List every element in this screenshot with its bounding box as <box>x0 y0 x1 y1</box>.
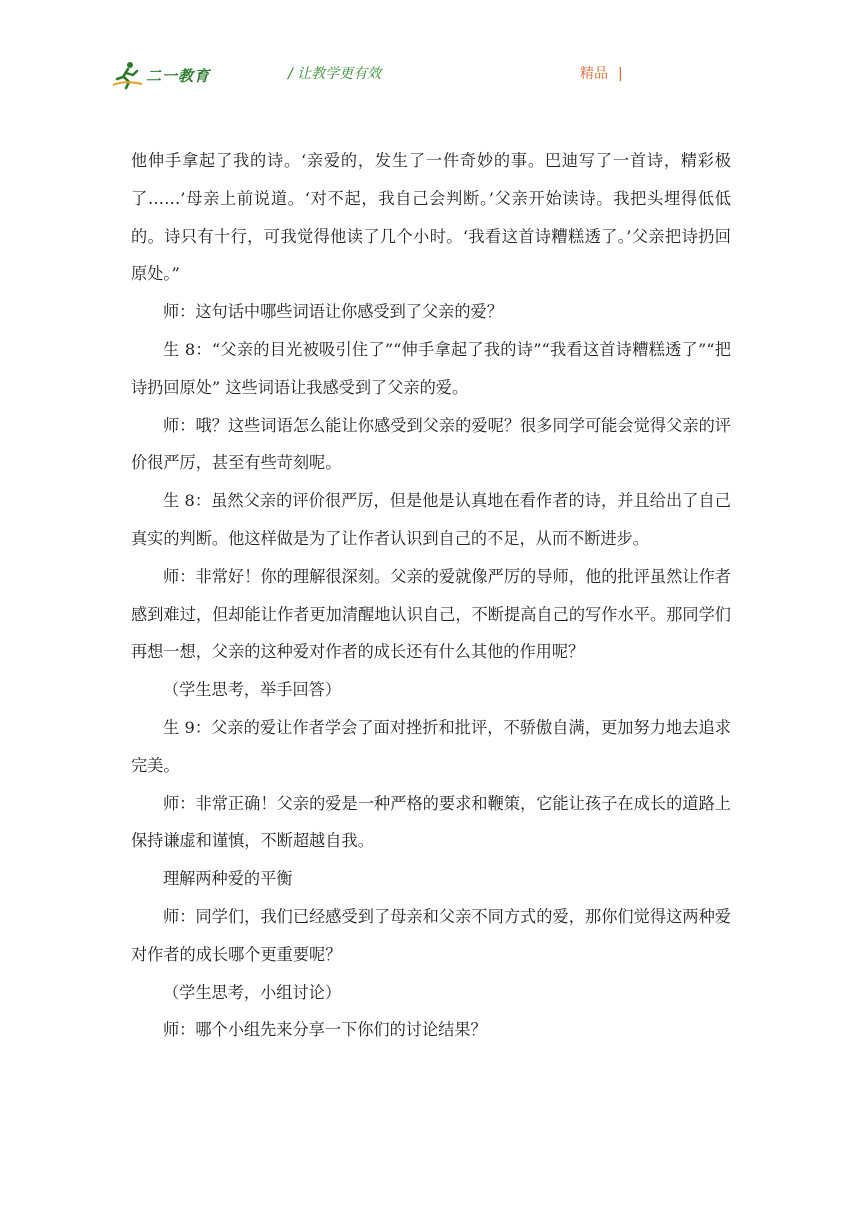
header-quality-label <box>580 63 623 83</box>
logo-text: 二一教育 <box>146 66 211 85</box>
page-header <box>0 0 860 100</box>
paragraph: 师：哪个小组先来分享一下你们的讨论结果？ <box>163 1020 487 1040</box>
quality-text: 精品 <box>580 66 608 82</box>
header-slogan: / 让教学更有效 <box>288 66 382 82</box>
paragraph: 师：非常好！你的理解很深刻。父亲的爱就像严厉的导师，他的批评虽然让作者感到难过，但却能让作者更加清醒地认识自己，不断提高自己的写作水平。那同学们再想一想，父亲的这种爱对作者的成长还有什么其他的作用呢？ <box>131 566 731 662</box>
document-body <box>131 142 731 1049</box>
paragraph: （学生思考，举手回答） <box>163 680 342 700</box>
running-person-icon <box>110 60 144 90</box>
logo <box>110 60 240 90</box>
quality-divider: | <box>618 66 623 82</box>
paragraph: 生 8：“父亲的目光被吸引住了”“伸手拿起了我的诗”“我看这首诗糟糕透了”“把诗扔回原处” 这些词语让我感受到了父亲的爱。 <box>131 339 731 397</box>
section-heading: 理解两种爱的平衡 <box>163 869 293 889</box>
paragraph: 师：同学们，我们已经感受到了母亲和父亲不同方式的爱，那你们觉得这两种爱对作者的成长哪个更重要呢？ <box>131 906 731 964</box>
paragraph: （学生思考，小组讨论） <box>163 982 342 1002</box>
paragraph: 生 9：父亲的爱让作者学会了面对挫折和批评，不骄傲自满，更加努力地去追求完美。 <box>131 717 731 775</box>
paragraph: 师：这句话中哪些词语让你感受到了父亲的爱？ <box>163 302 503 322</box>
paragraph: 师：哦？这些词语怎么能让你感受到父亲的爱呢？很多同学可能会觉得父亲的评价很严厉，甚至有些苛刻呢。 <box>131 415 731 473</box>
paragraph: 生 8：虽然父亲的评价很严厉，但是他是认真地在看作者的诗，并且给出了自己真实的判断。他这样做是为了让作者认识到自己的不足，从而不断进步。 <box>131 491 731 548</box>
paragraph: 师：非常正确！父亲的爱是一种严格的要求和鞭策，它能让孩子在成长的道路上保持谦虚和谨慎，不断超越自我。 <box>131 793 731 851</box>
paragraph: 他伸手拿起了我的诗。‘亲爱的，发生了一件奇妙的事。巴迪写了一首诗，精彩极了……’母亲上前说道。‘对不起，我自己会判断。’父亲开始读诗。我把头埋得低低的。诗只有十行，可我觉得他读了几个小时。‘我看这首诗糟糕透了。’父亲把诗扔回原处。” <box>131 151 731 284</box>
